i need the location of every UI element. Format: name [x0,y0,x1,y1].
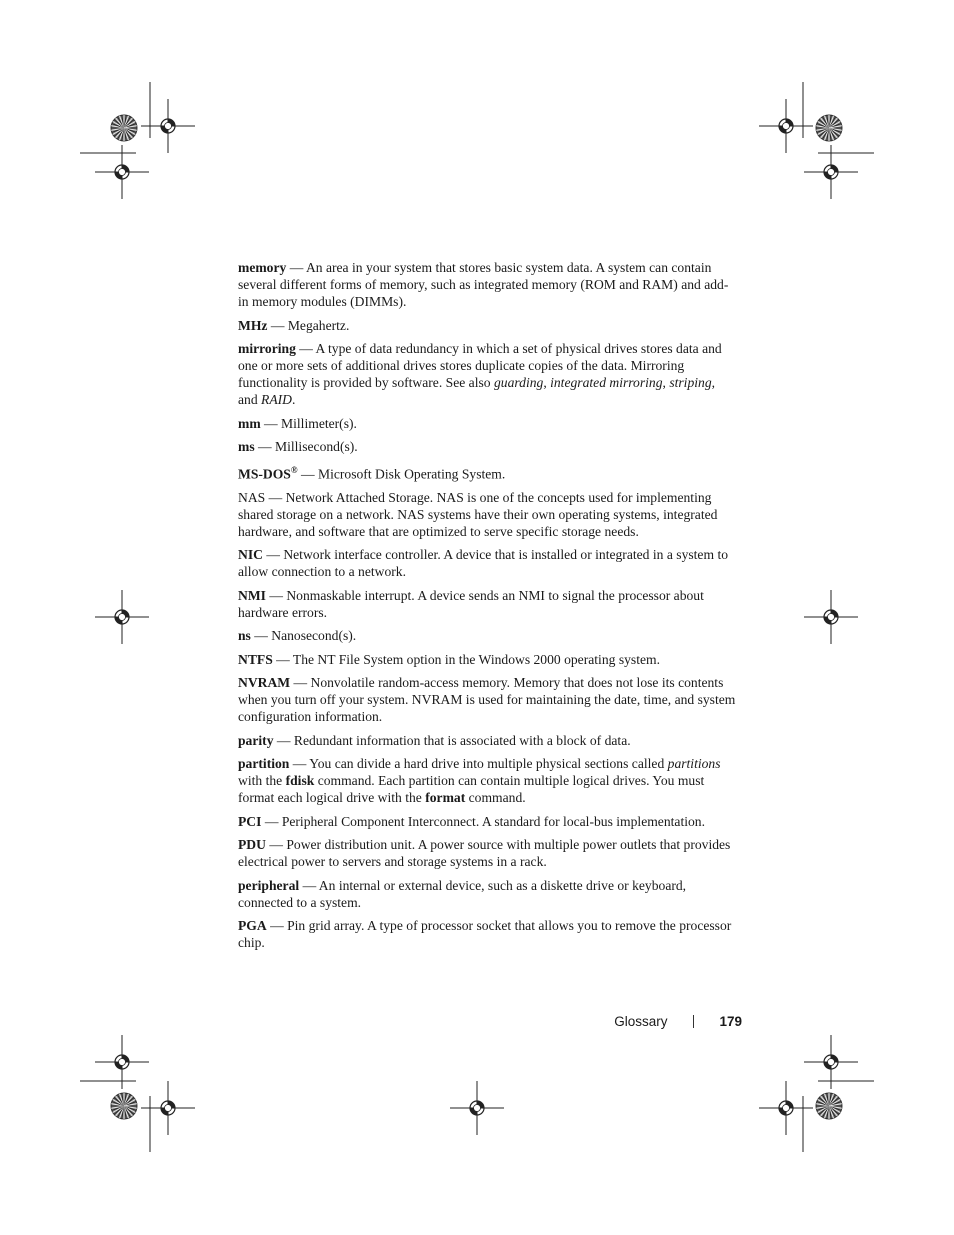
entry-mhz: MHz — Megahertz. [238,317,350,333]
entry-nmi: NMI — Nonmaskable interrupt. A device sends an NMI to signal the processor about hardware errors. [238,587,704,620]
registration-starburst-icon [111,1093,137,1119]
command-fdisk: fdisk [285,773,315,789]
entry-ns: ns — Nanosecond(s). [238,628,357,644]
page-footer [614,1014,742,1029]
xref-integrated-mirroring: integrated mirroring [550,375,663,390]
entry-mm: mm — Millimeter(s). [238,415,357,431]
entry-nvram: NVRAM — Nonvolatile random-access memory. Memory that does not lose its contents when you turn off your system. NVRAM is used for maintaining the date, time, and system configuration information. [238,675,736,725]
italic-partitions: partitions [667,756,721,772]
entry-ms: ms — Millisecond(s). [238,439,358,454]
entry-peripheral: peripheral — An internal or external device, such as a diskette drive or keyboard, connected to a system. [238,877,687,910]
entry-pdu: PDU — Power distribution unit. A power source with multiple power outlets that provides electrical power to servers and storage systems in a rack. [238,837,731,870]
registration-crosshair-icon [141,1081,195,1135]
entry-pga: PGA — Pin grid array. A type of processor socket that allows you to remove the processor chip. [238,918,732,951]
glossary-body [238,259,736,958]
footer-separator [693,1015,694,1028]
registration-crosshair-icon [759,99,813,153]
entry-ms-dos: MS-DOS® — Microsoft Disk Operating System. [238,464,506,482]
registration-starburst-icon [816,1093,842,1119]
registration-crosshair-icon [95,590,149,644]
entry-pci: PCI — Peripheral Component Interconnect. A standard for local-bus implementation. [238,813,705,829]
command-format: format [425,790,466,806]
entry-nic: NIC — Network interface controller. A device that is installed or integrated in a system to allow connection to a network. [238,547,729,580]
entry-ntfs: NTFS — The NT File System option in the Windows 2000 operating system. [238,651,660,667]
xref-raid: RAID [261,392,292,407]
xref-striping: striping [669,375,712,390]
registration-crosshair-icon [804,590,858,644]
registration-crosshair-icon [759,1081,813,1135]
page-number: 179 [719,1014,742,1029]
xref-guarding: guarding [493,375,544,390]
registration-starburst-icon [111,115,137,141]
footer-section-title: Glossary [614,1014,668,1029]
registration-starburst-icon [816,115,842,141]
registered-mark: ® [290,464,298,475]
registration-crosshair-icon [450,1081,504,1135]
registration-crosshair-icon [141,99,195,153]
entry-nas: NAS — Network Attached Storage. NAS is one of the concepts used for implementing shared storage on a network. NAS systems have their own operating systems, integrated hardware, and software that are optimized to serve specific storage needs. [238,489,718,539]
entry-memory: memory — An area in your system that stores basic system data. A system can contain several different forms of memory, such as integrated memory (ROM and RAM) and add-in memory modules (DIMMs). [238,260,729,309]
entry-mirroring: mirroring — A type of data redundancy in which a set of physical drives stores data and one or more sets of additional drives stores duplicate copies of the data. Mirroring functionality is provided by software. See also guarding, integrated mirroring, striping, and RAID. [238,341,722,407]
entry-parity: parity — Redundant information that is associated with a block of data. [238,732,631,748]
entry-partition: partition — You can divide a hard drive into multiple physical sections called partitions with the fdisk command. Each partition can contain multiple logical drives. You must format each logical drive with the format command. [238,756,721,806]
